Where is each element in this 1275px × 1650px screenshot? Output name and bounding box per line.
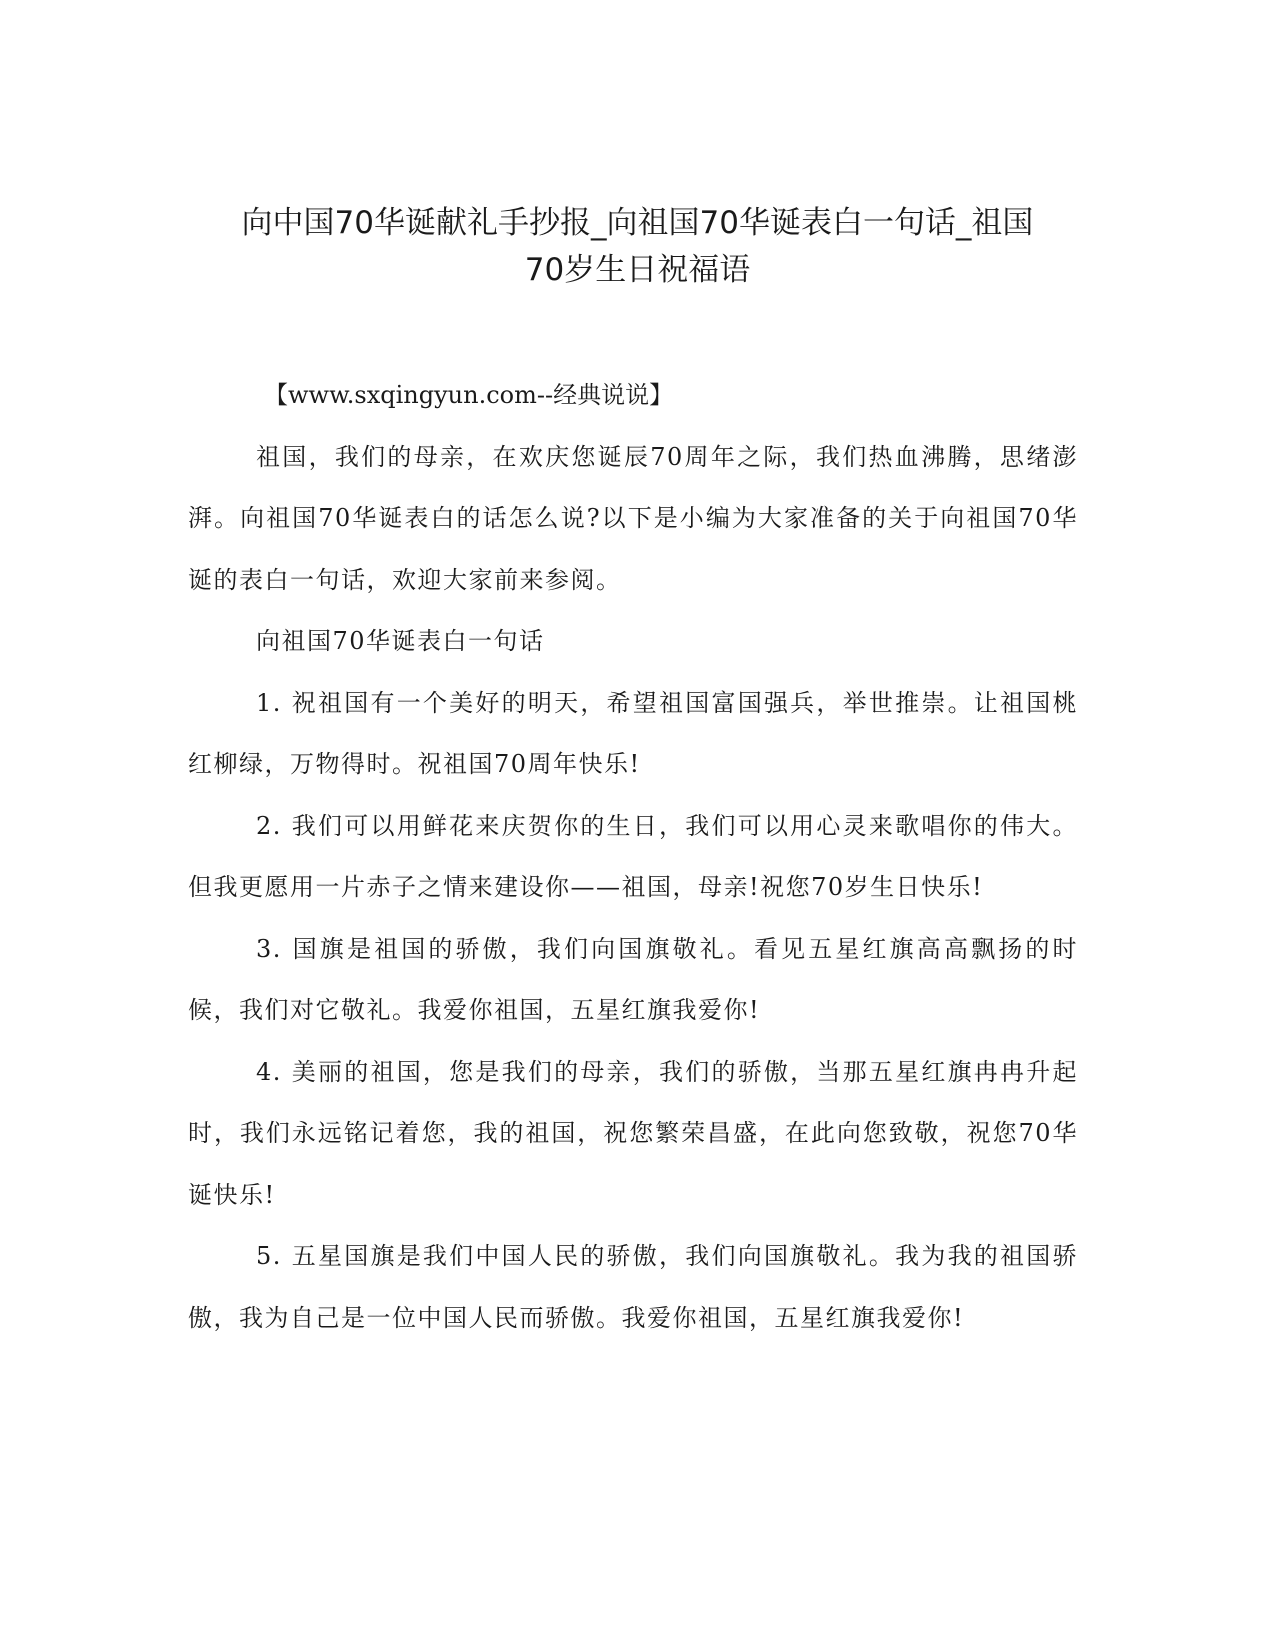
section-heading: 向祖国70华诞表白一句话 (256, 627, 545, 655)
title-line-2: 70岁生日祝福语 (524, 252, 751, 288)
title-line-1: 向中国70华诞献礼手抄报_向祖国70华诞表白一句话_祖国 (241, 205, 1034, 241)
list-item: 2. 我们可以用鲜花来庆贺你的生日，我们可以用心灵来歌唱你的伟大。但我更愿用一片赤子之情来建设你——祖国，母亲!祝您70岁生日快乐! (188, 811, 1078, 901)
page-title (175, 200, 1100, 294)
intro-paragraph: 祖国，我们的母亲，在欢庆您诞辰70周年之际，我们热血沸腾，思绪澎湃。向祖国70华诞表白的话怎么说?以下是小编为大家准备的关于向祖国70华诞的表白一句话，欢迎大家前来参阅。 (188, 442, 1078, 594)
source-line: 【www.sxqingyun.com--经典说说】 (264, 381, 674, 409)
list-item: 5. 五星国旗是我们中国人民的骄傲，我们向国旗敬礼。我为我的祖国骄傲，我为自己是一位中国人民而骄傲。我爱你祖国，五星红旗我爱你! (188, 1242, 1078, 1332)
list-item: 1. 祝祖国有一个美好的明天，希望祖国富国强兵，举世推崇。让祖国桃红柳绿，万物得时。祝祖国70周年快乐! (188, 688, 1078, 778)
list-item: 3. 国旗是祖国的骄傲，我们向国旗敬礼。看见五星红旗高高飘扬的时候，我们对它敬礼。我爱你祖国，五星红旗我爱你! (188, 934, 1078, 1024)
article-body (188, 365, 1078, 1349)
list-item: 4. 美丽的祖国，您是我们的母亲，我们的骄傲，当那五星红旗冉冉升起时，我们永远铭记着您，我的祖国，祝您繁荣昌盛，在此向您致敬，祝您70华诞快乐! (188, 1057, 1078, 1209)
